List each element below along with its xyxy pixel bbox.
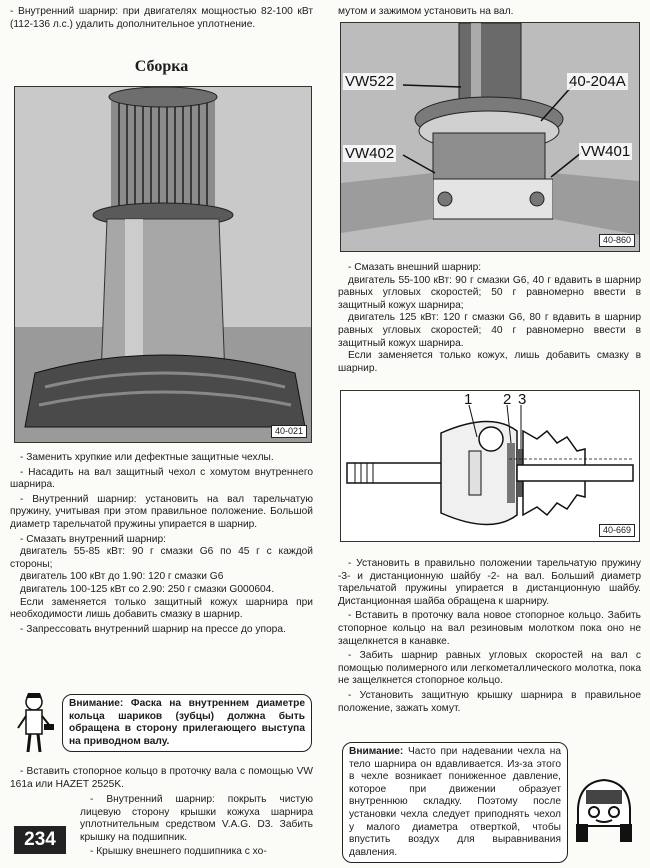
grease-line: двигатель 100 кВт до 1.90: 120 г смазки G6: [20, 571, 224, 583]
step: - Вставить стопорное кольцо в проточку вала с помощью VW 161a или HAZET 2525K.: [10, 766, 313, 790]
boot-only-note: Если заменяется только кожух, лишь добавить смазку в шарнир.: [338, 350, 641, 374]
grease-line: двигатель 55-100 кВт: 90 г смазки G6, 40 г вдавить в шарнир равных угловых скоростей; 50 г равномерно ввести в защитный кожух шарнира;: [338, 274, 641, 311]
step: - Внутренний шарнир: покрыть чистую лицевую сторону крышки кожуха шарнира уплотнительным средством V.A.G. D3. Забить крышку на подшипник.: [80, 794, 313, 843]
figure-press-fixture: [340, 22, 640, 252]
note-text: Фаска на внутреннем диаметре кольца шариков (зубцы) должна быть обращена в сторону прилегающего выступа на приводном валу.: [69, 698, 305, 747]
step: - Смазать внутренний шарнир:: [20, 533, 166, 545]
step: - Забить шарнир равных угловых скоростей на вал с помощью полимерного или легкометаллического молотка, пока не защелкнется стопорное кольцо.: [338, 650, 641, 687]
right-grease: [338, 262, 641, 377]
grease-line: двигатель 55-85 кВт: 90 г смазки G6 по 45 г с каждой стороны;: [10, 546, 313, 570]
warning-note-right: [342, 742, 568, 863]
step: - Установить защитную крышку шарнира в правильное положение, зажать хомут.: [338, 689, 641, 714]
step: - Внутренний шарнир: установить на вал тарельчатую пружину, учитывая при этом правильное положение. Большой диаметр тарельчатой пружины упирается в шарнир.: [10, 493, 313, 530]
label-vw402: VW402: [345, 145, 395, 162]
step: - Заменить хрупкие или дефектные защитные чехлы.: [20, 452, 274, 463]
grease-heading: - Смазать внешний шарнир:: [348, 262, 482, 273]
page-number: 234: [14, 826, 66, 854]
figure-id: 40-860: [599, 234, 635, 247]
figure-id: 40-669: [599, 524, 635, 537]
left-steps: [10, 452, 313, 638]
step: - Установить в правильно положении тарельчатую пружину -3- и дистанционную шайбу -2- на вал. Больший диаметр тарельчатой пружины упирается в дистанционную шайбу. Дистанционная шайба обращена к шарниру.: [338, 558, 641, 607]
figure-cv-joint-diagram: [340, 390, 640, 542]
step: - Запрессовать внутренний шарнир на прессе до упора.: [20, 623, 286, 635]
label-vw522: VW522: [345, 73, 395, 90]
cv-joint-drawing: [341, 391, 639, 541]
car-cartoon-icon: [568, 768, 640, 848]
right-steps: [338, 558, 641, 717]
callout-3: 3: [518, 391, 527, 408]
mechanic-icon: [14, 690, 56, 758]
figure-id: 40-021: [271, 425, 307, 438]
right-top-text: мутом и зажимом установить на вал.: [338, 6, 514, 17]
section-title: Сборка: [134, 58, 189, 75]
warning-note-left: [62, 694, 312, 752]
note-text: Часто при надевании чехла на тело шарнира он вдавливается. Из-за этого в чехле возникает пониженное давление, которое при движении образует внутреннюю складку. Поэтому после установки чехла следует приподнять чехол у малого диаметра отверткой, чтобы впустить воздух для выравнивания давления.: [349, 746, 561, 858]
inner-joint-drawing: [15, 87, 311, 442]
grease-line: двигатель 125 кВт: 120 г смазки G6, 80 г вдавить в шарнир равных угловых скоростей; 40 г равномерно ввести в защитный кожух шарнира.: [338, 312, 641, 349]
grease-line: двигатель 100-125 кВт со 2.90: 250 г смазки G000604.: [20, 583, 275, 595]
boot-only-note: Если заменяется только защитный кожух шарнира при необходимости лишь добавить смазку в шарнир.: [10, 596, 313, 621]
note-label: Внимание:: [69, 698, 124, 709]
step: - Крышку внешнего подшипника с хо-: [90, 846, 267, 858]
note-label: Внимание:: [349, 746, 404, 757]
callout-1: 1: [464, 391, 473, 408]
left-steps-end: [80, 794, 313, 861]
left-steps-after-note: [10, 766, 313, 793]
callout-2: 2: [503, 391, 512, 408]
figure-inner-joint: [14, 86, 312, 443]
label-40-204a: 40-204A: [569, 73, 626, 90]
step: - Вставить в проточку вала новое стопорное кольцо. Забить стопорное кольцо на вал резиновым молотком пока оно не защелкнется в канавке.: [338, 610, 641, 647]
press-fixture-drawing: [341, 23, 639, 251]
step: - Насадить на вал защитный чехол с хомутом внутреннего шарнира.: [10, 466, 313, 491]
intro-text: - Внутренний шарнир: при двигателях мощностью 82-100 кВт (112-136 л.с.) удалить дополнительное уплотнение.: [10, 6, 313, 30]
label-vw401: VW401: [581, 143, 631, 160]
